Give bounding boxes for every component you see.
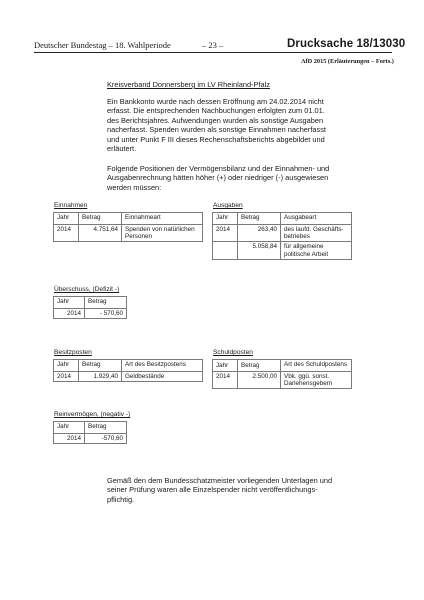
cell-einnahmeart: Spenden von natürlichen Personen [122, 225, 203, 242]
paragraph-line: und unter Punkt F III dieses Rechenschaftsberichts abgebildet und [107, 134, 325, 144]
header-publisher: Deutscher Bundestag – 18. Wahlperiode [34, 40, 171, 50]
ueberschuss-table [53, 296, 127, 319]
schuldposten-caption: Schuldposten [213, 349, 253, 356]
paragraph-donors [107, 476, 369, 504]
cell-betrag: - 570,60 [85, 309, 127, 319]
besitzposten-table [53, 359, 203, 382]
einnahmen-caption: Einnahmen [54, 202, 88, 209]
cell-ausgabeart: für allgemeine politische Arbeit [281, 242, 352, 259]
cell-jahr: 2014 [213, 372, 238, 389]
cell-betrag: 4.751,64 [79, 225, 122, 242]
paragraph-line: erläutert. [107, 144, 137, 154]
paragraph-line: nacherfasst. Spenden wurden als sonstige Einnahmen nacherfasst [107, 125, 326, 135]
header-cell-betrag: Betrag [238, 213, 281, 225]
table-header-row [54, 360, 203, 372]
header-rule [34, 52, 392, 53]
document-number: Drucksache 18/13030 [287, 38, 406, 50]
cell-jahr: 2014 [213, 225, 238, 242]
paragraph-bank-account [107, 97, 369, 153]
paragraph-line: pflichtig. [107, 494, 135, 504]
table-header-row [54, 422, 127, 434]
cell-jahr: 2014 [54, 372, 79, 382]
header-cell-jahr: Jahr [213, 213, 238, 225]
paragraph-line: Ausgabenrechnung hätten höher (+) oder niedriger (-) ausgewiesen [107, 173, 329, 183]
header-cell-betrag: Betrag [85, 422, 127, 434]
cell-jahr [213, 242, 238, 259]
table-row [54, 372, 203, 382]
header-cell-art: Art des Schuldpostens [281, 360, 352, 372]
ausgaben-table [212, 212, 352, 260]
table-row [213, 372, 352, 389]
header-cell-betrag: Betrag [79, 360, 122, 372]
table-row [54, 309, 127, 319]
table-row [54, 225, 203, 242]
header-cell-jahr: Jahr [54, 422, 85, 434]
header-cell-jahr: Jahr [54, 360, 79, 372]
table-row [213, 225, 352, 242]
cell-art: Geldbestände [122, 372, 203, 382]
cell-betrag: -570,60 [85, 434, 127, 444]
paragraph-line: seiner Prüfung waren alle Einzelspender nicht veröffentlichungs- [107, 485, 318, 495]
header-cell-betrag: Betrag [238, 360, 281, 372]
paragraph-line: Ein Bankkonto wurde nach dessen Eröffnung am 24.02.2014 nicht [107, 97, 324, 106]
einnahmen-table [53, 212, 203, 242]
table-header-row [54, 213, 203, 225]
ausgaben-caption: Ausgaben [213, 202, 243, 209]
reinvermoegen-caption: Reinvermögen, (negativ -) [54, 411, 131, 418]
header-cell-einnahmeart: Einnahmeart [122, 213, 203, 225]
cell-jahr: 2014 [54, 434, 85, 444]
page-number: – 23 – [202, 40, 224, 50]
header-cell-art: Art des Besitzpostens [122, 360, 203, 372]
running-subtitle: AfD 2015 (Erläuterungen – Forts.) [301, 58, 394, 65]
table-header-row [213, 213, 352, 225]
table-header-row [54, 297, 127, 309]
paragraph-positions [107, 164, 369, 192]
besitzposten-caption: Besitzposten [54, 349, 92, 356]
cell-jahr: 2014 [54, 309, 85, 319]
cell-ausgabeart: des laufd. Geschäfts-betriebes [281, 225, 352, 242]
cell-betrag: 263,40 [238, 225, 281, 242]
header-cell-betrag: Betrag [85, 297, 127, 309]
cell-art: Vbk. ggü. sonst. Darlehensgebern [281, 372, 352, 389]
header-cell-jahr: Jahr [54, 213, 79, 225]
paragraph-line: erfasst. Die entsprechenden Nachbuchungen erfolgten zum 01.01. [107, 106, 325, 116]
cell-betrag: 1.929,40 [79, 372, 122, 382]
reinvermoegen-table [53, 421, 127, 444]
header-cell-ausgabeart: Ausgabeart [281, 213, 352, 225]
paragraph-line: Folgende Positionen der Vermögensbilanz und der Einnahmen- und [107, 164, 330, 173]
paragraph-line: des Berichtsjahres. Aufwendungen wurden als sonstige Ausgaben [107, 115, 324, 125]
paragraph-line: Gemäß den dem Bundesschatzmeister vorliegenden Unterlagen und [107, 476, 333, 485]
cell-jahr: 2014 [54, 225, 79, 242]
cell-betrag: 5.058,84 [238, 242, 281, 259]
header-cell-jahr: Jahr [54, 297, 85, 309]
schuldposten-table [212, 359, 352, 389]
table-row [213, 242, 352, 259]
section-title: Kreisverband Donnersberg im LV Rheinland-Pfalz [107, 80, 270, 89]
header-cell-betrag: Betrag [79, 213, 122, 225]
table-header-row [213, 360, 352, 372]
ueberschuss-caption: Überschuss, (Defizit -) [54, 286, 120, 293]
header-cell-jahr: Jahr [213, 360, 238, 372]
cell-betrag: 2.500,00 [238, 372, 281, 389]
paragraph-line: werden müssen: [107, 182, 162, 192]
table-row [54, 434, 127, 444]
